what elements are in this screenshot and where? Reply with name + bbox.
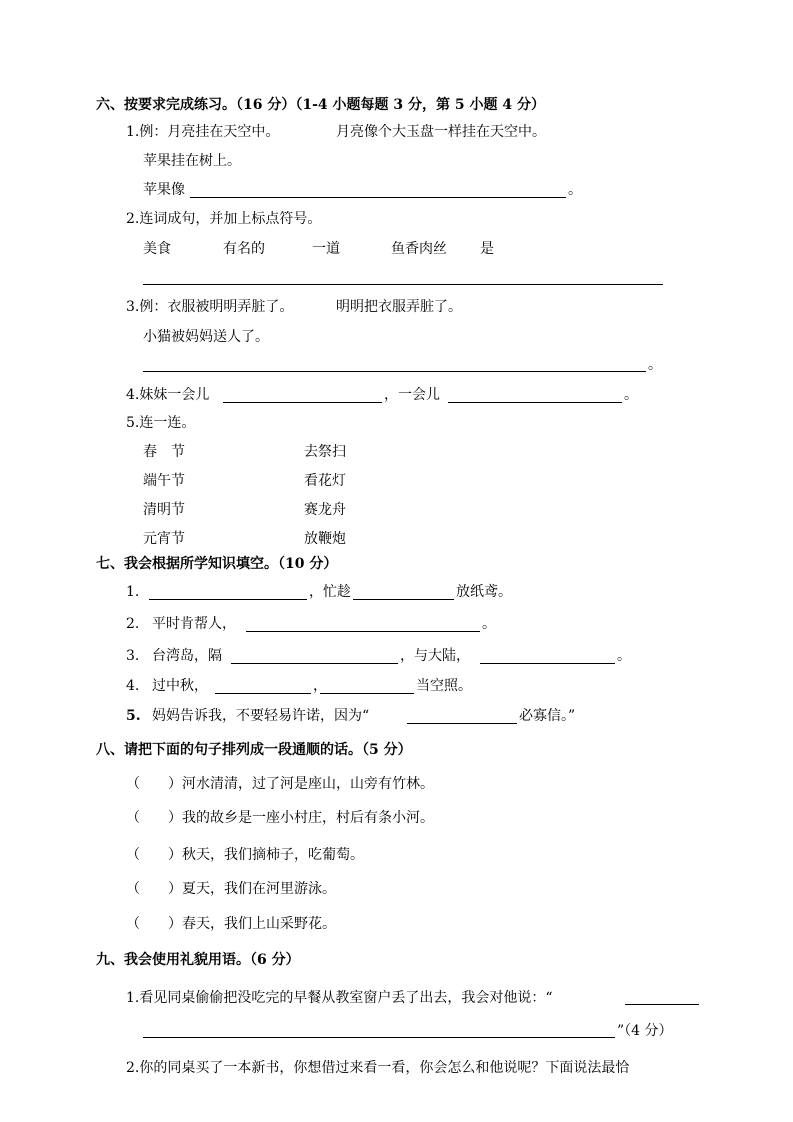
q8-paren-blank[interactable]: （ ）: [126, 916, 182, 932]
q6-3-given: 小猫被妈妈送人了。: [143, 329, 269, 345]
q7-3-blank-2[interactable]: [480, 663, 615, 664]
q7-4-blank-2[interactable]: [320, 693, 414, 694]
q6-5-right-item[interactable]: 赛龙舟: [304, 502, 346, 518]
q7-4-text: 过中秋，: [152, 678, 208, 694]
q8-paren-blank[interactable]: （ ）: [126, 810, 182, 826]
q6-2-word: 一道: [312, 241, 340, 257]
q7-2-number: 2.: [126, 616, 140, 632]
q9-1-blank-2[interactable]: [143, 1037, 615, 1038]
q6-2-title: 2.连词成句，并加上标点符号。: [126, 211, 322, 227]
q6-2-word: 是: [480, 241, 494, 257]
q7-5-end: 必寡信。”: [519, 708, 576, 724]
q6-2-answer-line[interactable]: [143, 284, 663, 285]
q6-5-left-item[interactable]: 清明节: [143, 502, 185, 518]
q8-paren-blank[interactable]: （ ）: [126, 881, 182, 897]
q8-sentence: 春天，我们上山采野花。: [182, 916, 336, 932]
q6-4-blank-1[interactable]: [223, 402, 382, 403]
q6-5-right-item[interactable]: 放鞭炮: [304, 531, 346, 547]
q7-1-mid: ，忙趁: [309, 584, 351, 600]
q7-1-number: 1.: [126, 584, 140, 600]
q6-4-prefix: 4.妹妹一会儿: [126, 387, 210, 403]
q6-5-title: 5.连一连。: [126, 415, 196, 431]
q7-4-mid: ，: [313, 678, 327, 694]
q7-3-text: 台湾岛，隔: [152, 648, 222, 664]
q6-3-answer-line[interactable]: [143, 371, 646, 372]
q9-1-end: ”（4 分）: [617, 1023, 673, 1039]
section-9-heading: 九、我会使用礼貌用语。（6 分）: [96, 952, 300, 968]
q7-2-end: 。: [482, 616, 496, 632]
section-7-heading: 七、我会根据所学知识填空。（10 分）: [96, 556, 338, 572]
q7-3-mid: ，与大陆，: [400, 648, 470, 664]
q6-5-left-item[interactable]: 元宵节: [143, 531, 185, 547]
q7-5-number: 5.: [126, 708, 141, 724]
q8-sentence: 秋天，我们摘柿子，吃葡萄。: [182, 847, 364, 863]
q6-1-given: 苹果挂在树上。: [143, 153, 241, 169]
q7-5-blank[interactable]: [407, 723, 517, 724]
q6-1-example-answer: 月亮像个大玉盘一样挂在天空中。: [336, 124, 546, 140]
q8-sentence: 我的故乡是一座小村庄，村后有条小河。: [182, 810, 434, 826]
q7-3-blank-1[interactable]: [231, 663, 398, 664]
q7-4-end: 当空照。: [416, 678, 472, 694]
q7-2-text: 平时肯帮人，: [152, 616, 236, 632]
q8-sentence: 夏天，我们在河里游泳。: [182, 881, 336, 897]
q7-3-end: 。: [617, 648, 631, 664]
q9-1-blank-1[interactable]: [625, 1004, 699, 1005]
q6-5-right-item[interactable]: 去祭扫: [304, 444, 346, 460]
q7-1-blank-1[interactable]: [149, 599, 307, 600]
q6-2-word: 美食: [143, 241, 171, 257]
q7-1-blank-2[interactable]: [353, 599, 454, 600]
q7-1-end: 放纸鸢。: [456, 584, 512, 600]
q8-sentence: 河水清清，过了河是座山，山旁有竹林。: [182, 776, 434, 792]
q6-1-answer-line[interactable]: [190, 197, 566, 198]
section-8-heading: 八、请把下面的句子排列成一段通顺的话。（5 分）: [96, 742, 412, 758]
q7-5-text: 妈妈告诉我，不要轻易许诺，因为“: [152, 708, 370, 724]
q6-3-example-answer: 明明把衣服弄脏了。: [336, 299, 462, 315]
q6-4-end: 。: [624, 387, 638, 403]
q7-3-number: 3.: [126, 648, 140, 664]
q6-3-example: 3.例：衣服被明明弄脏了。: [126, 299, 294, 315]
q6-2-word: 有名的: [223, 241, 265, 257]
q9-1-text: 1.看见同桌偷偷把没吃完的早餐从教室窗户丢了出去，我会对他说：“: [126, 990, 553, 1006]
q6-1-prefix: 苹果像: [143, 182, 185, 198]
q9-2-text: 2.你的同桌买了一本新书，你想借过来看一看，你会怎么和他说呢？下面说法最恰: [126, 1060, 630, 1076]
section-6-heading: 六、按要求完成练习。（16 分）（1-4 小题每题 3 分，第 5 小题 4 分）: [96, 97, 545, 113]
q7-4-number: 4.: [126, 678, 140, 694]
q6-5-left-item[interactable]: 春 节: [143, 444, 185, 460]
q6-1-example: 1.例：月亮挂在天空中。: [126, 124, 280, 140]
q7-4-blank-1[interactable]: [215, 693, 311, 694]
q7-2-blank[interactable]: [246, 631, 480, 632]
q6-1-end: 。: [568, 182, 582, 198]
q6-4-blank-2[interactable]: [448, 402, 622, 403]
q8-paren-blank[interactable]: （ ）: [126, 776, 182, 792]
q6-5-left-item[interactable]: 端午节: [143, 473, 185, 489]
q6-4-mid: ，一会儿: [384, 387, 440, 403]
q6-2-word: 鱼香肉丝: [391, 241, 447, 257]
q6-5-right-item[interactable]: 看花灯: [304, 473, 346, 489]
q8-paren-blank[interactable]: （ ）: [126, 847, 182, 863]
q6-3-end: 。: [648, 357, 662, 373]
